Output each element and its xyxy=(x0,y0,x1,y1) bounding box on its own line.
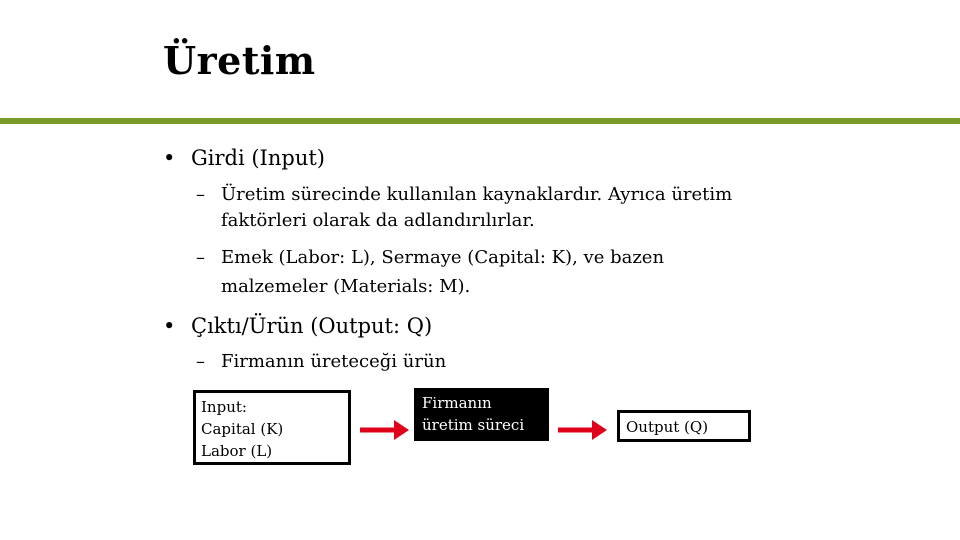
sub-bullet-resources-line2: faktörleri olarak da adlandırılırlar. xyxy=(221,210,535,231)
output-box: Output (Q) xyxy=(617,410,751,442)
bullet-output-text: Çıktı/Ürün (Output: Q) xyxy=(191,314,433,338)
right-arrow-icon xyxy=(556,418,608,442)
input-box-line: Input: xyxy=(201,398,247,416)
sub-bullet-resources-line1: Üretim sürecinde kullanılan kaynaklardır. Ayrıca üretim xyxy=(221,184,733,205)
firm-box-line: Firmanın xyxy=(422,394,492,412)
bullet-output xyxy=(163,311,433,341)
sub-bullet-factors-line1: Emek (Labor: L), Sermaye (Capital: K), ve bazen xyxy=(221,247,665,268)
sub-bullet-dash: – xyxy=(196,351,205,372)
sub-bullet-factors-cont xyxy=(221,274,470,300)
sub-bullet-product xyxy=(196,349,447,375)
firm-process-box xyxy=(414,388,549,441)
sub-bullet-resources xyxy=(196,182,733,208)
slide-title: Üretim xyxy=(163,38,316,83)
bullet-input-text: Girdi (Input) xyxy=(191,146,325,170)
sub-bullet-resources-cont xyxy=(221,208,535,234)
right-arrow-icon xyxy=(358,418,410,442)
sub-bullet-factors-line2: malzemeler (Materials: M). xyxy=(221,276,471,297)
input-box-line: Labor (L) xyxy=(201,442,273,460)
sub-bullet-factors xyxy=(196,245,665,271)
sub-bullet-product-text: Firmanın üreteceği ürün xyxy=(221,351,447,372)
input-box-line: Capital (K) xyxy=(201,420,284,438)
firm-box-line: üretim süreci xyxy=(422,416,525,434)
bullet-input xyxy=(163,143,325,173)
sub-bullet-dash: – xyxy=(196,247,205,268)
sub-bullet-dash: – xyxy=(196,184,205,205)
input-box xyxy=(193,390,351,465)
bullet-dot: • xyxy=(163,314,176,338)
bullet-dot: • xyxy=(163,146,176,170)
